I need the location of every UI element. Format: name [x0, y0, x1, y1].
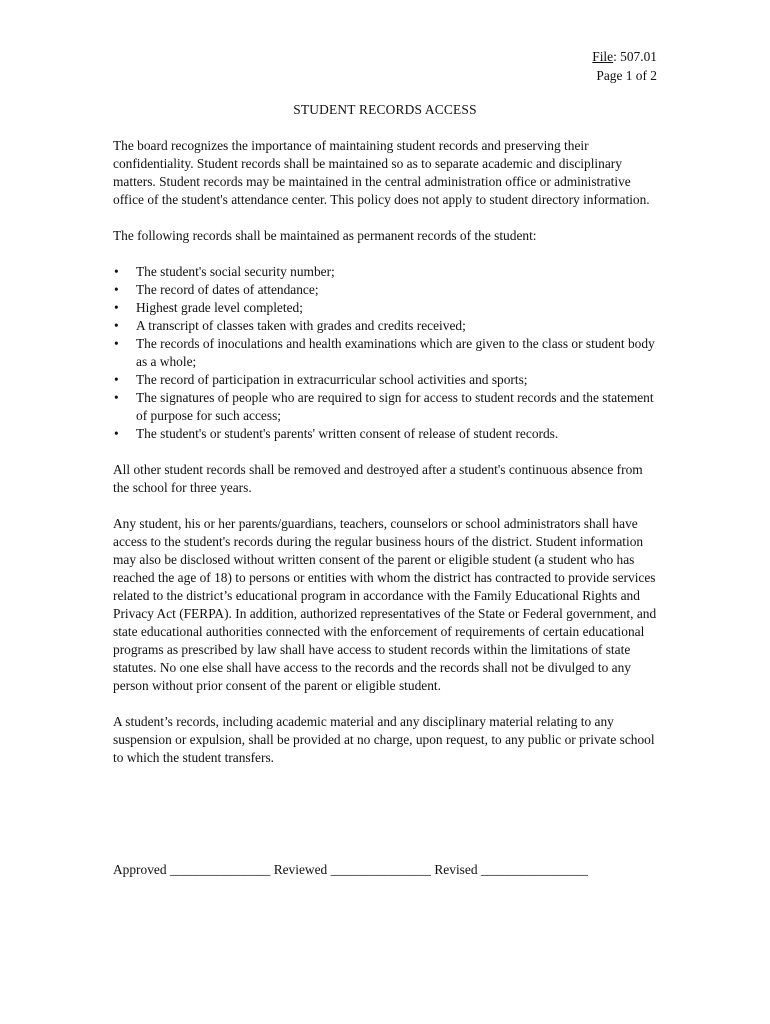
list-item-text: The signatures of people who are required to sign for access to student records and the statement of purpose for such access;: [136, 390, 654, 423]
approved-field: Approved _______________: [113, 862, 271, 877]
list-item: [113, 299, 661, 317]
transfer-paragraph: A student’s records, including academic material and any disciplinary material relating to any suspension or expulsion, shall be provided at no charge, upon request, to any public or private school to which the student transfers.: [113, 714, 655, 765]
access-paragraph: Any student, his or her parents/guardians, teachers, counselors or school administrators shall have access to the student's records during the regular business hours of the district. Student information may also be disclosed without written consent of the parent or eligible student (a student who has reached the age of 18) to persons or entities with whom the district has contracted to provide services related to the district’s educational program in accordance with the Family Educational Rights and Privacy Act (FERPA). In addition, authorized representatives of the State or Federal government, and state educational authorities connected with the enforcement of requirements of certain educational programs as prescribed by law shall have access to student records within the limitations of state statutes. No one else shall have access to the records and the records shall not be divulged to any person without prior consent of the parent or eligible student.: [113, 516, 657, 693]
file-number: : 507.01: [613, 49, 657, 64]
file-reference: [592, 47, 657, 66]
revised-field: Revised ________________: [434, 862, 588, 877]
retention-paragraph: All other student records shall be removed and destroyed after a student's continuous absence from the school for three years.: [113, 462, 643, 495]
list-item: [113, 335, 661, 371]
page-title: STUDENT RECORDS ACCESS: [293, 102, 477, 117]
list-item: [113, 317, 661, 335]
list-item-text: The records of inoculations and health examinations which are given to the class or student body as a whole;: [136, 336, 655, 369]
bullet-icon: •: [114, 372, 119, 387]
list-item: [113, 389, 661, 425]
permanent-records-list: [113, 263, 661, 443]
file-header: [592, 47, 657, 85]
reviewed-field: Reviewed _______________: [273, 862, 432, 877]
list-item: [113, 371, 661, 389]
bullet-icon: •: [114, 264, 119, 279]
file-label: File: [592, 49, 614, 64]
intro-paragraph: The board recognizes the importance of maintaining student records and preserving their confidentiality. Student records shall be maintained so as to separate academic and disciplinary matters. Student records may be maintained in the central administration office or administrative office of the student's attendance center. This policy does not apply to student directory information.: [113, 138, 650, 207]
approval-line: [113, 861, 588, 879]
permanent-records-intro: The following records shall be maintained as permanent records of the student:: [113, 228, 537, 243]
list-item-text: The record of dates of attendance;: [136, 282, 319, 297]
list-item-text: Highest grade level completed;: [136, 300, 303, 315]
list-item: [113, 263, 661, 281]
list-item-text: The student's social security number;: [136, 264, 335, 279]
list-item-text: The student's or student's parents' written consent of release of student records.: [136, 426, 559, 441]
list-item-text: A transcript of classes taken with grades and credits received;: [136, 318, 466, 333]
bullet-icon: •: [114, 426, 119, 441]
bullet-icon: •: [114, 318, 119, 333]
bullet-icon: •: [114, 336, 119, 351]
list-item: [113, 425, 661, 443]
policy-body: [113, 137, 661, 785]
bullet-icon: •: [114, 300, 119, 315]
bullet-icon: •: [114, 390, 119, 405]
bullet-icon: •: [114, 282, 119, 297]
list-item-text: The record of participation in extracurricular school activities and sports;: [136, 372, 528, 387]
list-item: [113, 281, 661, 299]
page-number: Page 1 of 2: [596, 68, 657, 83]
